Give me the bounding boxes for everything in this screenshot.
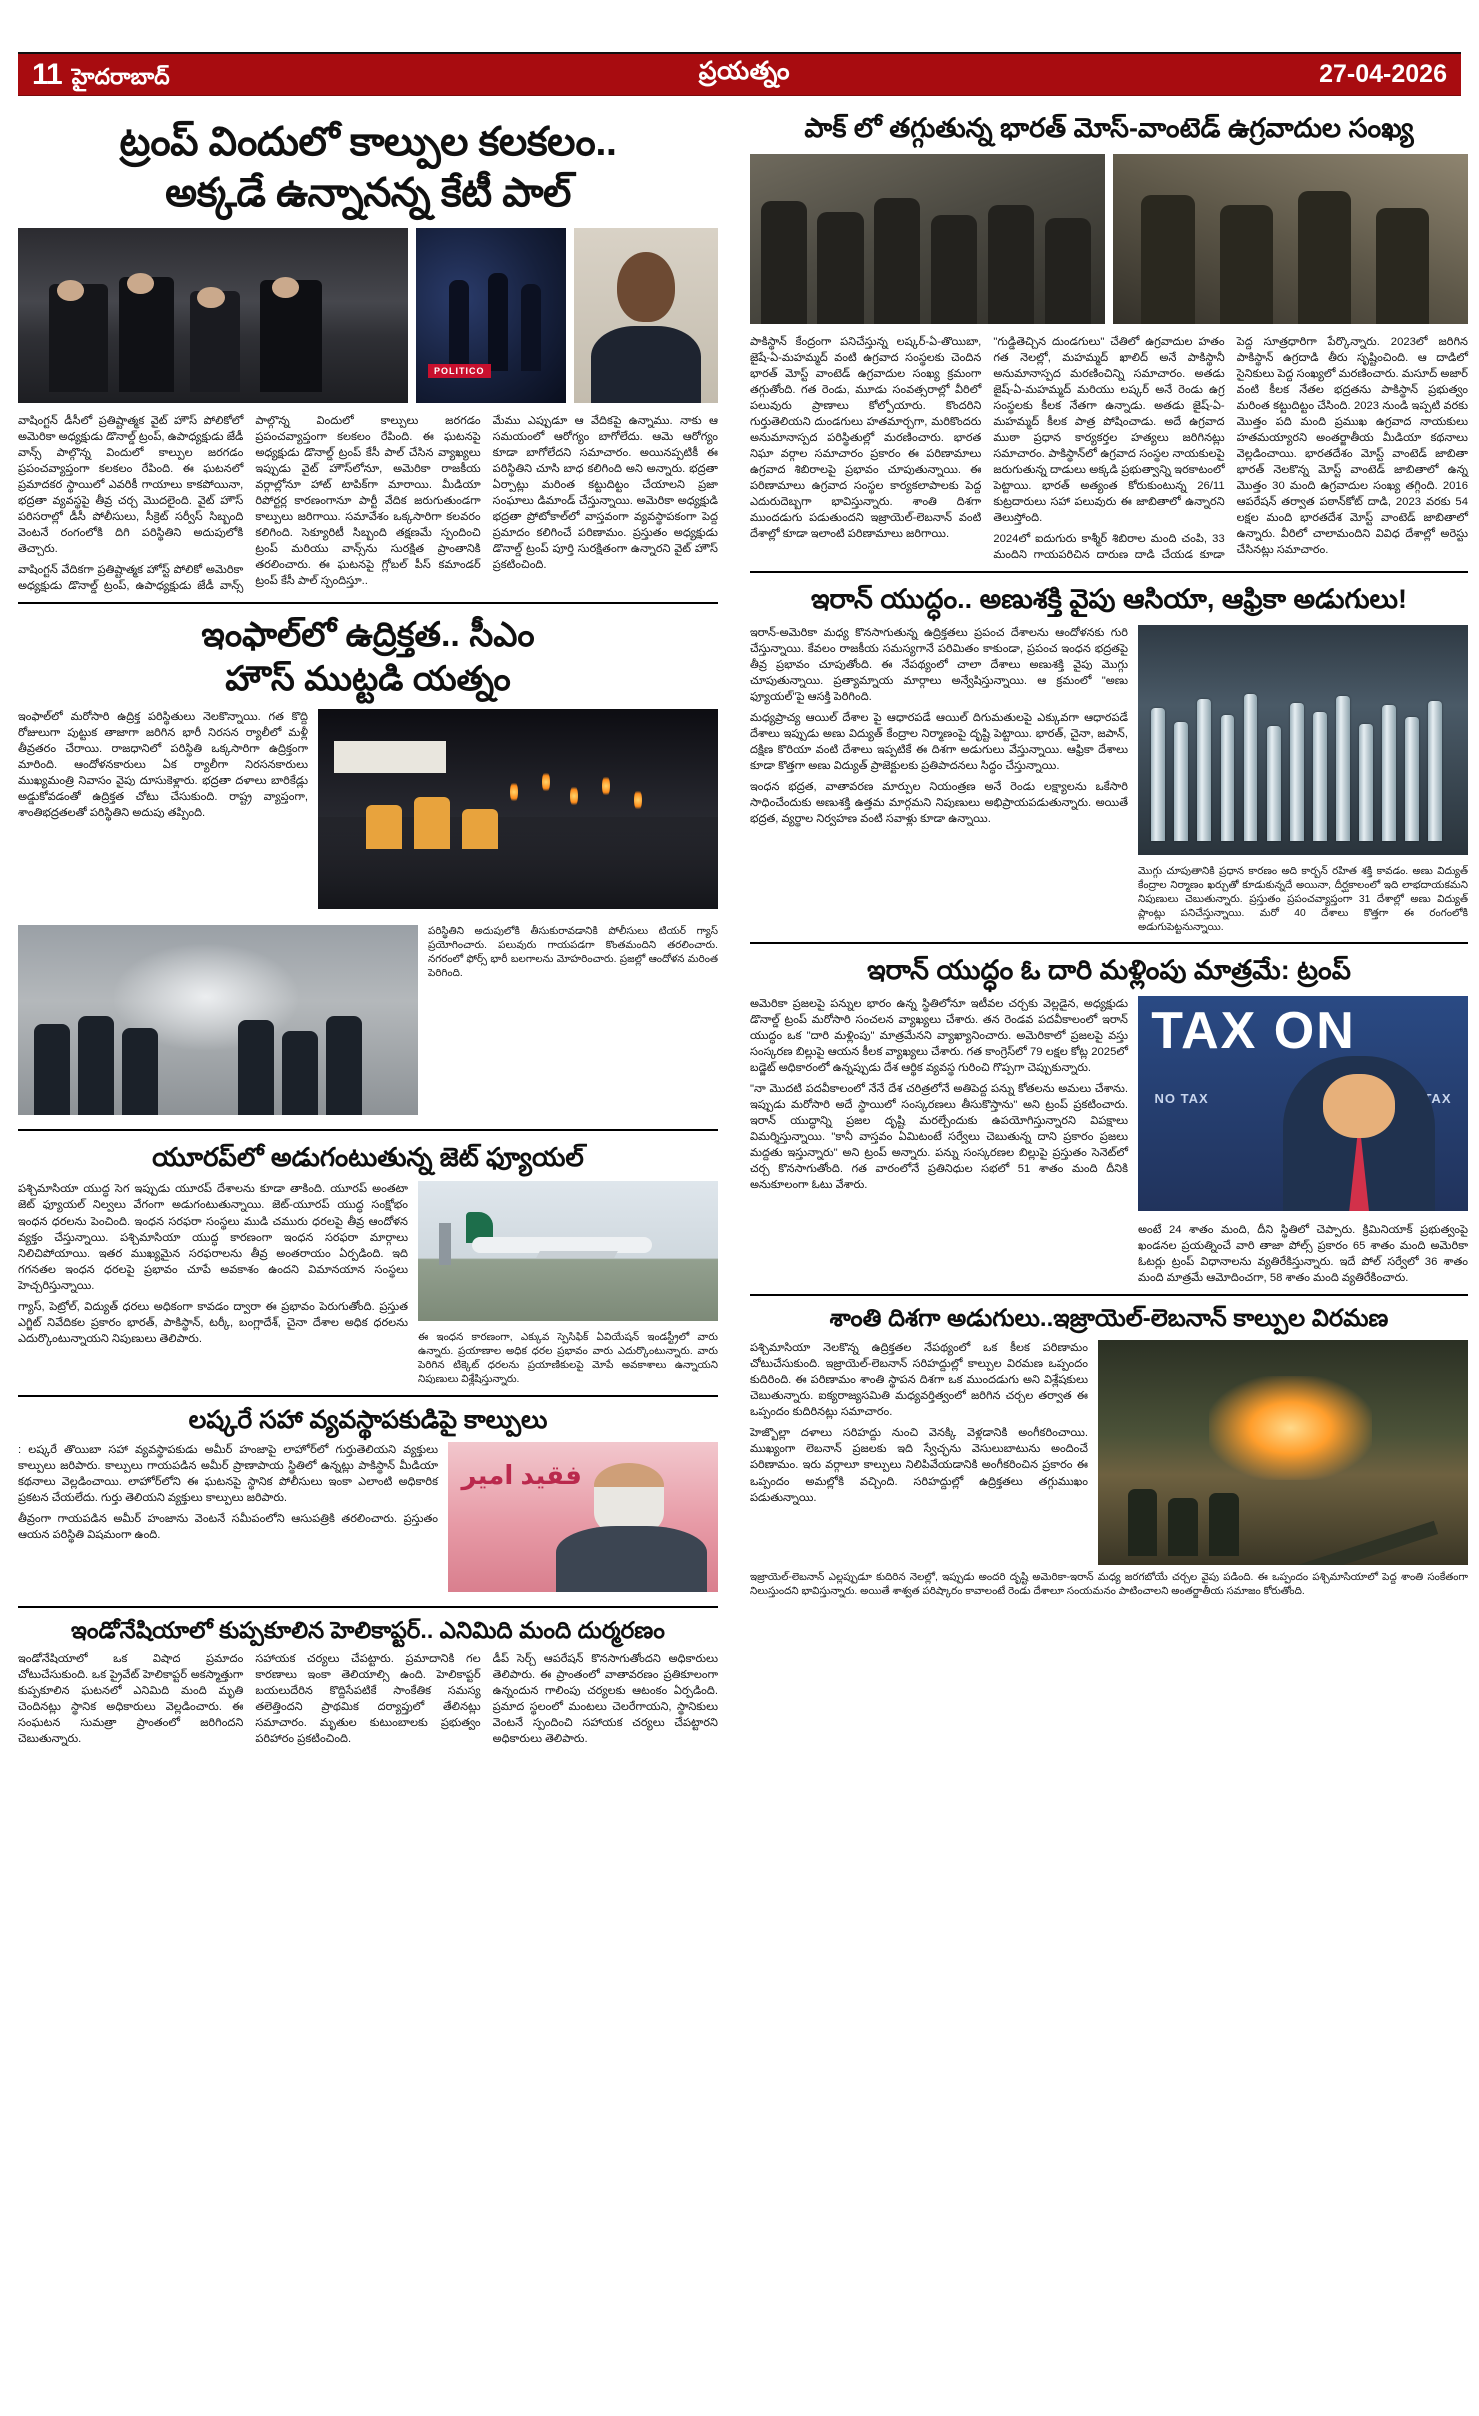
indonesia-text-col2: సహాయక చర్యలు చేపట్టారు. ప్రమాదానికి గల కారణాలు ఇంకా తెలియాల్సి ఉంది. హెలికాప్టర్ బయలుదేరిన కొద్దిసేపటికే సాంకేతిక సమస్య తలెత్తిందని ప్రాథమిక దర్యాప్తులో తేలినట్లు సమాచారం. మృతుల కుటుంబాలకు ప్రభుత్వం పరిహారం ప్రకటించింది. (255, 1653, 481, 1746)
israel-lebanon-caption: ఇజ్రాయెల్-లెబనాన్ ఎల్లప్పుడూ కుదిరిన నెలల్లో, ఇప్పుడు అందరి దృష్టి అమెరికా-ఇరాన్ మధ్య జరగబోయే చర్చల వైపు పడింది. ఈ ఒప్పందం పశ్చిమాసియాలో పెద్ద శాంతి సంకేతంగా నిలుస్తుందని భావిస్తున్నారు. అయితే శాశ్వత పరిష్కారం కావాలంటే రెండు దేశాలూ సంయమనం పాటించాలని అంతర్జాతీయ సమాజం కోరుతోంది. (750, 1572, 1468, 1598)
indonesia-body (18, 1651, 718, 1752)
no-tax-left-text: NO TAX (1154, 1090, 1209, 1106)
headline-trump-dinner-line2: అక్కడే ఉన్నానన్న కేటీ పాల్ (165, 170, 571, 215)
story-trump-iran (750, 954, 1468, 1286)
headline-imphal-line2: హౌస్ ముట్టడి యత్నం (225, 660, 511, 699)
divider (750, 942, 1468, 944)
divider (18, 1606, 718, 1608)
corridor-security-photo (18, 228, 408, 403)
headline-iran-nuclear: ఇరాన్ యుద్ధం.. అణుశక్తి వైపు ఆసియా, ఆఫ్రికా అడుగులు! (810, 584, 1408, 615)
story-lashkar (18, 1405, 718, 1598)
armed-militants-photo-1 (750, 154, 1105, 324)
pak-body-text (750, 334, 1468, 563)
lead-text-col3: మేము ఎప్పుడూ ఆ వేదికపై ఉన్నాము. నాకు ఆ సమయంలో ఆరోగ్యం బాగోలేదు. ఆమె ఆరోగ్యం కూడా బాగోలేదని సమాచారం. అయినప్పటికీ ఈ పరిస్థితిని చూసి బాధ కలిగింది అని అన్నారు. భద్రతా ఏర్పాట్లు మరింత కట్టుదిట్టం చేయాలని ప్రజా సంఘాలు డిమాండ్ చేస్తున్నాయి. అమెరికా అధ్యక్షుడి భద్రతా ప్రోటోకాల్‌లో వాస్తవంగా వ్యవస్థాపకంగా పెద్ద ప్రమాదం కలిగించే పరిణామం. ప్రస్తుతం అధ్యక్షుడు డొనాల్డ్ ట్రంప్ పూర్తి సురక్షితంగా ఉన్నారని వైట్ హౌస్ ప్రకటించింది. (492, 414, 718, 571)
artillery-firing-photo (1098, 1340, 1468, 1565)
iran-nuclear-content (750, 625, 1468, 934)
no-tax-right-text: NO TAX (1397, 1090, 1452, 1106)
divider (18, 602, 718, 604)
trump-iran-text-col1: అమెరికా ప్రజలపై పన్నుల భారం ఉన్న స్థితిలోనూ ఇటీవల చర్చకు వెల్లడైన, అధ్యక్షుడు డొనాల్డ్ ట్రంప్ మరోసారి సంచలన వ్యాఖ్యలు చేశారు. తన రెండవ పదవీకాలంలో ఇరాన్ యుద్ధం ఒక "దారి మళ్లింపు" మాత్రమేనని వ్యాఖ్యానించారు. అమెరికాలో ప్రజలపై వస్తు సంస్కరణ బిల్లుపై ఆయన కీలక వ్యాఖ్యలు చేశారు. గత కాంగ్రెస్‌లో 79 లక్షల కోట్ల 2025లో బడ్జెట్ అధికారంలో ఉన్నప్పుడు దేశ ఆర్థిక వ్యవస్థ గురించి గొప్పగా చెప్పుకున్నారు. (750, 998, 1128, 1075)
airport-runway-photo (418, 1181, 718, 1321)
lead-body-text (18, 413, 718, 594)
trump-iran-text-col2: "నా మొదటి పదవీకాలంలో నేనే దేశ చరిత్రలోనే అతిపెద్ద పన్ను కోతలను అమలు చేశాను. ఇప్పుడు మరోసారి అదే స్థాయిలో సంస్కరణలు తీసుకొస్తాను" అని ట్రంప్ ప్రకటించారు. ఇరాన్ యుద్ధాన్ని ప్రజల దృష్టి మరల్చేందుకు ఉపయోగిస్తున్నారని విపక్షాలు విమర్శిస్తున్నాయి. "కానీ వాస్తవం ఏమిటంటే సర్వేలు చెబుతున్న దాని ప్రకారం ప్రజలు మద్దతు ఇస్తున్నారు" అని ట్రంప్ అన్నారు. పన్ను సంస్కరణల బిల్లుపై ప్రస్తుతం సెనెట్‌లో చర్చ కొనసాగుతోంది. గత వారంలోనే ప్రతినిధుల సభలో 51 శాతం మంది దీనికి అనుకూలంగా ఓటు వేశారు. (750, 1083, 1128, 1192)
headline-imphal-line1: ఇంఫాల్‌లో ఉద్రిక్తత.. సీఎం (201, 615, 535, 654)
imphal-content (18, 709, 718, 915)
headline-pak-terrorists: పాక్ లో తగ్గుతున్న భారత్ మోస్-వాంటెడ్ ఉగ్రవాదుల సంఖ్య (804, 113, 1414, 143)
jetfuel-content (18, 1181, 718, 1387)
lead-text-col1: వాషింగ్టన్ డీసీలో ప్రతిష్టాత్మక వైట్ హౌస్ పోలికోలో అమెరికా అధ్యక్షుడు డొనాల్డ్ ట్రంప్, ఉపాధ్యక్షుడు జేడీ వాన్స్ పాల్గొన్న విందులో కాల్పుల జరగడం ప్రపంచవ్యాప్తంగా కలకలం రేపింది. ఈ ఘటనలో ప్రమాదకర స్థాయిలో ఎవరికీ గాయాలు కాకపోయినా, భద్రతా వ్యవస్థపై తీవ్ర చర్చ మొదలైంది. వైట్ హౌస్ పరిసరాల్లో డీసీ పోలీసులు, సీక్రెట్ సర్వీస్ సిబ్బంది వెంటనే రంగంలోకి దిగి పరిస్థితిని అదుపులోకి తెచ్చారు. (18, 414, 244, 555)
pak-text-col2: "గుడ్డితెచ్చిన దుండగులు" చేతిలో ఉగ్రవాదుల హతం గత నెలల్లో, మహమ్మద్ ఖాలిద్ అనే పాకిస్థానీ అనుమానాస్పద మరణించిన్ని సమాచారం. అతడు జైష్-ఏ-మహమ్మద్ మరియు లష్కర్ అనే రెండు ఉగ్ర సంస్థలకు కీలక నేతగా ఉన్నాడు. అతడు జైష్-ఏ-మహమ్మద్ కీలక పాత్ర పోషించాడు. అదే ఉగ్రవాద ముఠా ప్రధాన కార్యకర్తల హత్యలు జరిగినట్లు సమాచారం. పాకిస్థాన్‌లో ఉగ్రవాద సంస్థల నాయకులపై జరుగుతున్న దాడులు అక్కడి ప్రభుత్వాన్ని ఇరకాటంలో పెట్టాయి. భారత్ అత్యంత కోరుకుంటున్న 26/11 కుట్రదారులు సహా పలువురు ఈ జాబితాలో ఉన్నారని తెలుస్తోంది. (993, 335, 1225, 525)
tax-on-banner-text: TAX ON (1151, 1001, 1356, 1060)
tax-on-podium-photo (1138, 996, 1468, 1211)
imphal-caption: పరిస్థితిని అదుపులోకి తీసుకురావడానికి పోలీసులు టియర్ గ్యాస్ ప్రయోగించారు. పలువురు గాయపడగా కొంతమందిని తరలించారు. నగరంలో ఫోర్స్ భారీ బలగాలను మోహరించారు. ప్రజల్లో ఆందోళన మరింత పెరిగింది. (428, 925, 718, 979)
jetfuel-text-col2: గ్యాస్, పెట్రోల్, విద్యుత్ ధరలు అధికంగా కావడం ద్వారా ఈ ప్రభావం పెరుగుతోంది. ప్రస్తుత ఎగ్జిట్ నివేదికల ప్రకారం భారత్, పాకిస్థాన్, టర్కీ, బంగ్లాదేశ్, చైనా దేశాల అధిక ధరలను ఎదుర్కొంటున్నాయని నిపుణులు తెలిపారు. (18, 1300, 408, 1345)
headline-israel-lebanon: శాంతి దిశగా అడుగులు..ఇజ్రాయెల్-లెబనాన్ కాల్పుల విరమణ (829, 1305, 1389, 1333)
kt-pal-portrait (574, 228, 718, 403)
story-jet-fuel (18, 1141, 718, 1387)
edition-city: హైదరాబాద్ (71, 63, 170, 89)
jetfuel-caption: ఈ ఇంధన కారణంగా, ఎక్కువ స్పెసిఫిక్ ఏవియేషన్ ఇండస్ట్రీలో వారు ఉన్నారు. ప్రయాణాల అధిక ధరల ప్రభావం వారు ఎదుర్కొంటున్నారు. వారు పెరిగిన టిక్కెట్ ధరలను ప్రయాణికులపై మోపే అవకాశాలు ఉన్నాయని నిపుణులు విశ్లేషిస్తున్నారు. (418, 1332, 718, 1386)
left-column (18, 104, 718, 1752)
divider (18, 1129, 718, 1131)
trump-iran-text-col3: అంటే 24 శాతం మంది, దీని స్థితిలో చెప్పారు. క్రిమినియాక్ ప్రభుత్వంపై ఖండనల ప్రయత్నించే వారి తాజా పోల్స్ ప్రకారం 65 శాతం మంది అమెరికా ఓటర్లు ట్రంప్ విధానాలను వ్యతిరేకిస్తున్నారు. ఇదే పోల్ సర్వేలో 36 శాతం మంది మాత్రమే ఆమోదించగా, 58 శాతం మంది వ్యతిరేకించారు. (1138, 1224, 1468, 1285)
masthead-bar (18, 52, 1461, 96)
page-columns (18, 104, 1468, 1752)
iran-nuclear-text-col1: ఇరాన్-అమెరికా మధ్య కొనసాగుతున్న ఉద్రిక్తతలు ప్రపంచ దేశాలను ఆందోళనకు గురి చేస్తున్నాయి. కేవలం రాజకీయ సమస్యగానే పరిమితం కాకుండా, ప్రపంచ ఇంధన భద్రతపై తీవ్ర ప్రభావం చూపుతోంది. ఈ నేపథ్యంలో చాలా దేశాలు అణుశక్తి వైపు మొగ్గు చూపుతున్నాయి. ప్రత్యామ్నాయ మార్గాలు అన్వేషిస్తున్నాయి. ఆ క్రమంలో "అణు ఫ్యూయల్"పై ఆసక్తి పెరిగింది. (750, 626, 1128, 704)
indonesia-text-col1: ఇండోనేషియాలో ఒక విషాద ప్రమాదం చోటుచేసుకుంది. ఒక ప్రైవేట్ హెలికాప్టర్ అకస్మాత్తుగా కుప్పకూలిన ఘటనలో ఎనిమిది మంది మృతి చెందినట్లు స్థానిక అధికారులు వెల్లడించారు. ఈ సంఘటన సుమత్రా ప్రాంతంలో జరిగిందని చెబుతున్నారు. (18, 1653, 244, 1746)
lead-photo-row (18, 228, 718, 403)
imphal-riot-block (18, 925, 718, 1121)
headline-lashkar: లష్కరే సహా వ్యవస్థాపకుడిపై కాల్పులు (188, 1406, 548, 1434)
riot-police-teargas-photo (18, 925, 418, 1115)
iran-nuclear-text-col2: మధ్యప్రాచ్య ఆయిల్ దేశాల పై ఆధారపడే ఆయిల్ దిగుమతులపై ఎక్కువగా ఆధారపడే దేశాలు ఇప్పుడు అణు విద్యుత్ కేంద్రాల నిర్మాణంపై దృష్టి పెట్టాయి. భారత్, చైనా, జపాన్, దక్షిణ కొరియా వంటి దేశాలు ఇప్పటికే ఈ దిశగా అడుగులు వేస్తున్నాయి. ఆఫ్రికా దేశాలు కూడా కొత్తగా అణు విద్యుత్ ప్రాజెక్టులకు ప్రతిపాదనలు సిద్ధం చేస్తున్నాయి. (750, 712, 1128, 773)
trump-iran-content (750, 996, 1468, 1286)
pak-text-col1: పాకిస్థాన్ కేంద్రంగా పనిచేస్తున్న లష్కర్-ఏ-తొయిబా, జైషే-ఏ-మహమ్మద్ వంటి ఉగ్రవాద సంస్థలకు చెందిన భారత్ మోస్ట్ వాంటెడ్ ఉగ్రవాదుల సంఖ్య క్రమంగా తగ్గుతోంది. గత రెండు, మూడు సంవత్సరాల్లో వీరిలో పలువురు ప్రాణాలు కోల్పోయారు. కొందరిని గుర్తుతెలియని దుండగులు హతమార్చగా, మరికొందరు అనుమానాస్పద పరిస్థితుల్లో మరణించారు. భారత నిఘా వర్గాల సమాచారం ప్రకారం ఈ పరిణామాలు ఉగ్రవాద శిబిరాలపై ప్రభావం చూపుతున్నాయి. ఈ పరిణామాలు ఉగ్రవాద సంస్థల కార్యకలాపాలకు పెద్ద ఎదురుదెబ్బగా భావిస్తున్నారు. శాంతి దిశగా ముందడుగు పడుతుందని ఇజ్రాయెల్-లెబనాన్ వంటి దేశాల్లో కూడా ఇలాంటి పరిణామాలు జరిగాయి. (750, 335, 982, 541)
story-israel-lebanon (750, 1304, 1468, 1599)
story-trump-dinner (18, 118, 718, 594)
page-number: 11 (32, 57, 62, 91)
stage-event-photo (416, 228, 566, 403)
story-imphal (18, 614, 718, 1121)
headline-trump-iran: ఇరాన్ యుద్ధం ఓ దారి మళ్లింపు మాత్రమే: ట్రంప్ (867, 955, 1351, 986)
imphal-text: ఇంఫాల్‌లో మరోసారి ఉద్రిక్త పరిస్థితులు నెలకొన్నాయి. గత కొద్ది రోజులుగా పుట్టుక తాజాగా జరిగిన భారీ నిరసన ర్యాలీలో మళ్లీ తీవ్రతరం చేరాయి. రాజధానిలో పరిస్థితి ఒక్కసారిగా ఉద్రిక్తంగా మారింది. ఆందోళనకారులు ఏక ర్యాలీగా నిరసనకారులు ముఖ్యమంత్రి నివాసం వైపు దూసుకెళ్లారు. భద్రతా దళాలు బారికేడ్లు అడ్డుకోవడంతో ఉద్రిక్తత చోటు చేసుకుంది. రాష్ట్ర వ్యాప్తంగా, శాంతిభద్రతలతో పరిస్థితిని అదుపు తప్పింది. (18, 710, 308, 820)
iran-nuclear-caption: మొగ్గు చూపుతానికి ప్రధాన కారణం అది కార్బన్ రహిత శక్తి కావడం. అణు విద్యుత్ కేంద్రాల నిర్మాణం ఖర్చుతో కూడుకున్నదే అయినా, దీర్ఘకాలంలో ఇది లాభదాయకమని నిపుణులు చెబుతున్నారు. ప్రస్తుతం ప్రపంచవ్యాప్తంగా 31 దేశాల్లో అణు విద్యుత్ ప్లాంట్లు పనిచేస్తున్నాయి. మరో 40 దేశాలు కొత్తగా ఈ రంగంలోకి అడుగుపెట్టనున్నాయి. (1138, 865, 1468, 933)
jetfuel-text-col1: పశ్చిమాసియా యుద్ధ సెగ ఇప్పుడు యూరప్ దేశాలను కూడా తాకింది. యూరప్ అంతటా జెట్ ఫ్యూయల్ నిల్వలు వేగంగా అడుగంటుతున్నాయి. జెట్-యూరప్ యుద్ధ సంక్షోభం ఇంధన ధరలను పెంచింది. ఇంధన సరఫరా సంస్థలు ముడి చమురు ధరలపై తీవ్ర ఆందోళన వ్యక్తం చేస్తున్నాయి. పశ్చిమాసియా యుద్ధ కారణంగా ఇంధన సరఫరా మార్గాలు నిలిచిపోయాయి. ఇతర ముఖ్యమైన సరఫరాలను తీవ్ర అంతరాయం ఏర్పడింది. ఇది గగనతల ఇంధన ధరలపై ప్రభావం చూపే అవకాశం ఉందని విమానయాన సంస్థలు హెచ్చరిస్తున్నాయి. (18, 1183, 408, 1292)
lead-text-col2: వాషింగ్టన్ వేదికగా ప్రతిష్టాత్మక హోస్ట్ పోలికో అమెరికా అధ్యక్షుడు డొనాల్డ్ ట్రంప్, ఉపాధ్యక్షుడు జేడీ వాన్స్ పాల్గొన్న విందులో కాల్పులు జరగడం ప్రపంచవ్యాప్తంగా కలకలం రేపింది. ఈ ఘటనపై అధ్యక్షుడు డొనాల్డ్ ట్రంప్ కేసీ పాల్ చేసిన వ్యాఖ్యలు ఇప్పుడు వైట్ హౌస్‌లోనూ, అమెరికా రాజకీయ వర్గాల్లోనూ హాట్ టాపిక్‌గా మారాయి. మీడియా రిపోర్టర్ల కారణంగానూ పార్టీ వేదిక జరుగుతుండగా కాల్పులు జరిగాయి. సమావేశం ఒక్కసారిగా కలవరం కలిగింది. సెక్యూరిటీ సిబ్బంది తక్షణమే స్పందించి ట్రంప్ మరియు వాన్స్‌ను సురక్షిత ప్రాంతానికి తరలించారు. ఈ ఘటనపై గ్లోబల్ పీస్ కమాండర్ ట్రంప్ కేసీ పాల్ స్పందిస్తూ.. (18, 414, 481, 592)
divider (18, 1395, 718, 1397)
torch-protest-photo (318, 709, 718, 909)
right-column (750, 104, 1468, 1752)
lashkar-text-col2: తీవ్రంగా గాయపడిన అమీర్ హంజాను వెంటనే సమీపంలోని ఆసుపత్రికి తరలించారు. ప్రస్తుతం ఆయన పరిస్థితి విషమంగా ఉంది. (18, 1513, 438, 1542)
headline-indonesia: ఇండోనేషియాలో కుప్పకూలిన హెలికాప్టర్.. ఎనిమిది మంది దుర్మరణం (71, 1617, 665, 1644)
headline-trump-dinner-line1: ట్రంప్ విందులో కాల్పుల కలకలం.. (119, 120, 617, 164)
story-iran-nuclear (750, 583, 1468, 934)
indonesia-text-col3: డీప్ సెర్చ్ ఆపరేషన్ కొనసాగుతోందని అధికారులు తెలిపారు. ఈ ప్రాంతంలో వాతావరణం ప్రతికూలంగా ఉన్నందున గాలింపు చర్యలకు ఆటంకం ఏర్పడింది. ప్రమాద స్థలంలో మంటలు చెలరేగాయని, స్థానికులు వెంటనే స్పందించి సహాయక చర్యలు చేపట్టారని అధికారులు తెలిపారు. (492, 1653, 718, 1746)
story-pak-terrorists (750, 112, 1468, 563)
publication-title: ప్రయత్నం (698, 57, 791, 85)
cleric-rally-photo: فقید امیر (448, 1442, 718, 1592)
israel-lebanon-text-col2: హెజ్బొల్లా దళాలు సరిహద్దు నుంచి వెనక్కి వెళ్లడానికి అంగీకరించాయి. ముఖ్యంగా లెబనాన్ ప్రజలకు ఇది స్వేచ్ఛను వెసులుబాటును అందించే పరిణామం. ఇరు వర్గాలూ కాల్పులు నిలిపివేయడానికి అంగీకరించిన ప్రకారం ఈ ఒప్పందం అమల్లోకి వచ్చింది. సరిహద్దుల్లో ఉద్రిక్తతలు తగ్గుముఖం పడుతున్నాయి. (750, 1427, 1088, 1504)
uranium-centrifuges-photo (1138, 625, 1468, 855)
publication-date: 27-04-2026 (1319, 60, 1447, 88)
headline-jet-fuel: యూరప్‌లో అడుగంటుతున్న జెట్ ఫ్యూయల్ (152, 1141, 584, 1172)
story-indonesia (18, 1616, 718, 1752)
lashkar-text-col1: : లష్కరే తొయిబా సహా వ్యవస్థాపకుడు అమీర్ హంజాపై లాహోర్‌లో గుర్తుతెలియని వ్యక్తులు కాల్పులు జరిపారు. కాల్పులు గాయపడిన అమీర్ ప్రాణాపాయ స్థితిలో ఉన్నట్లు పాకిస్థాన్ మీడియా కథనాలు వెల్లడించాయి. లాహోర్‌లోని ఈ ఘటనపై స్థానిక పోలీసులు ఇంకా ఎలాంటి అధికారిక ప్రకటన చేయలేదు. గుర్తు తెలియని వ్యక్తులు కాల్పులు జరిపారు. (18, 1444, 438, 1505)
pak-text-col3: 2024లో ఐదుగురు కాశ్మీర్ శిబిరాల మంది చంపి, 33 మందిని గాయపరిచిన దారుణ దాడి చేయడ కూడా పెద్ద సూత్రధారిగా పేర్కొన్నారు. 2023లో జరిగిన పాకిస్థాన్ ఉగ్రదాడి తీరు సృష్టించింది. ఆ దాడిలో సైనికులు పెద్ద సంఖ్యలో మరణించారు. మసూద్ అజార్ వంటి కీలక నేతల భద్రతను పాకిస్థాన్ ప్రభుత్వం మరింత కట్టుదిట్టం చేసింది. 2023 నుండి ఇప్పటి వరకు మొత్తం పది మంది ప్రముఖ ఉగ్రవాద నాయకులు హతమయ్యారని అంతర్జాతీయ మీడియా కథనాలు వెల్లడించాయి. భారతదేశం మోస్ట్ వాంటెడ్ జాబితా భారత్ నెలకొన్న మోస్ట్ వాంటెడ్ జాబితాలో ఉన్న మొత్తం 30 మంది ఉగ్రవాదుల సంఖ్య తగ్గింది. 2016 ఆపరేషన్ తర్వాత పఠాన్‌కోట్ దాడి, 2023 వరకు 54 లక్షల మంది భారతదేశ మోస్ట్ వాంటెడ్ జాబితాలో ఉన్నారు. వీరిలో చాలామందిని వివిధ దేశాల్లో అరెస్టు చేసినట్లు సమాచారం. (993, 335, 1468, 562)
lashkar-content (18, 1442, 718, 1598)
divider (750, 1294, 1468, 1296)
pak-photo-row (750, 154, 1468, 324)
armed-militants-photo-2 (1113, 154, 1468, 324)
newspaper-page (0, 52, 1479, 2416)
divider (750, 571, 1468, 573)
israel-lebanon-content (750, 1340, 1468, 1599)
masthead-left (32, 57, 170, 91)
politico-badge: POLITICO (428, 364, 491, 378)
iran-nuclear-text-col3: ఇంధన భద్రత, వాతావరణ మార్పుల నియంత్రణ అనే రెండు లక్ష్యాలను ఒకేసారి సాధించేందుకు అణుశక్తి ఉత్తమ మార్గమని నిపుణులు అభిప్రాయపడుతున్నారు. అయితే భద్రత, వ్యర్థాల నిర్వహణ వంటి సవాళ్లు కూడా ఉన్నాయి. (750, 781, 1128, 826)
israel-lebanon-text-col1: పశ్చిమాసియా నెలకొన్న ఉద్రిక్తతల నేపథ్యంలో ఒక కీలక పరిణామం చోటుచేసుకుంది. ఇజ్రాయెల్-లెబనాన్ సరిహద్దుల్లో కాల్పుల విరమణ ఒప్పందం కుదిరింది. ఈ పరిణామం శాంతి స్థాపన దిశగా ఒక ముందడుగు అని విశ్లేషకులు చెబుతున్నారు. ఐక్యరాజ్యసమితి మధ్యవర్తిత్వంలో జరిగిన చర్చల తర్వాత ఈ ఒప్పందం కుదిరినట్లు సమాచారం. (750, 1342, 1088, 1419)
